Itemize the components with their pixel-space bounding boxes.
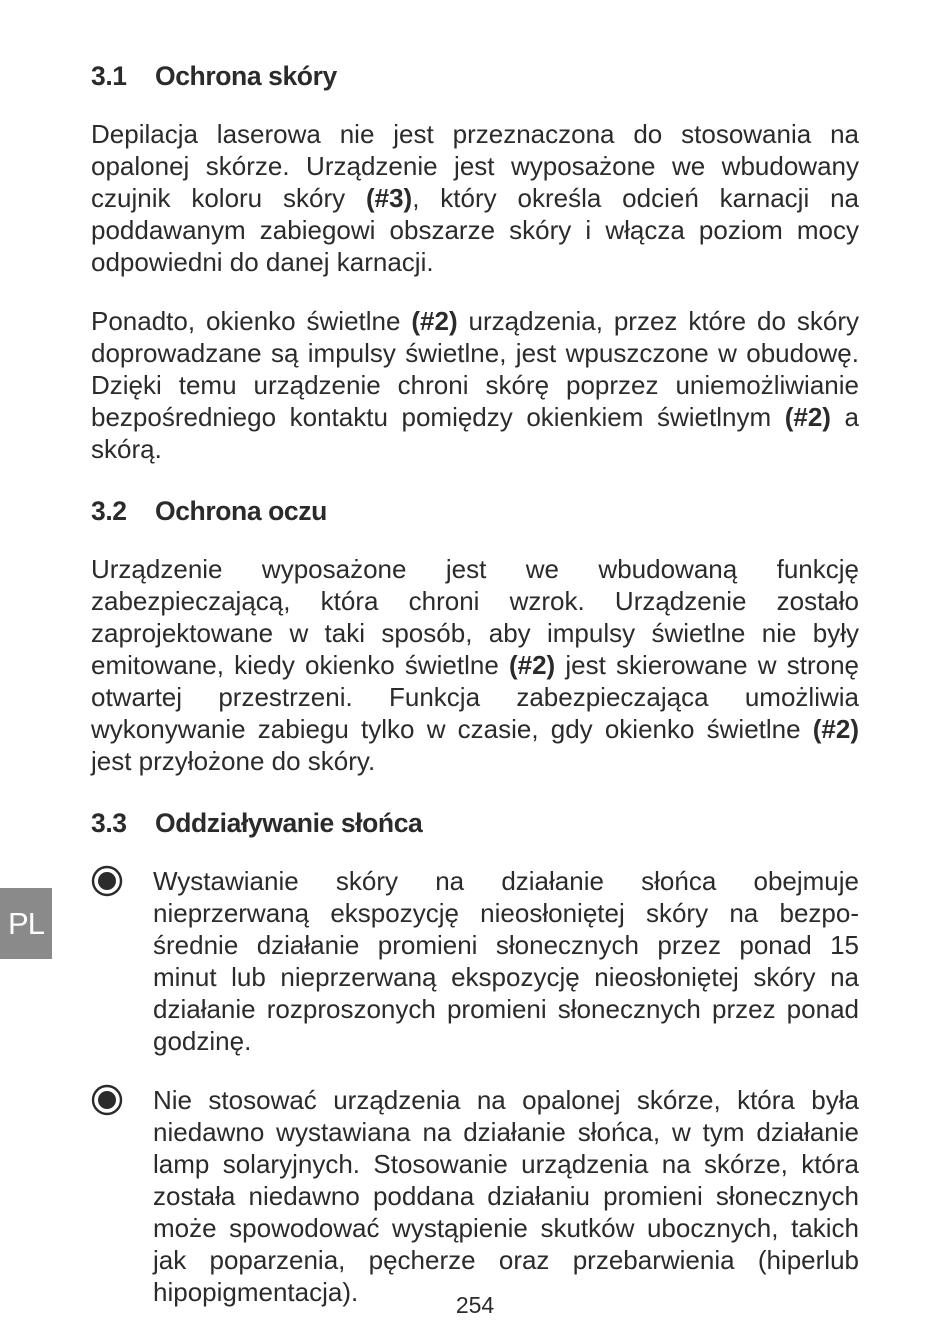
section-title: Ochrona oczu <box>155 496 327 526</box>
section-heading-3-3 <box>91 803 859 843</box>
paragraph-eye-protection <box>91 553 859 777</box>
section-title: Ochrona skóry <box>155 61 337 91</box>
text-run: urządzenia, przez które do skóry doprowadzane są impulsy świetlne, jest wpuszczone w obudowę. Dzięki temu urządzenie chroni skórę poprzez uniemożliwianie bezpośredniego kontaktu pomiędzy okienkiem świetlnym <box>91 306 859 432</box>
part-reference: (#2) <box>411 306 458 336</box>
bullet-text: Nie stosować urządzenia na opalonej skórze, która była niedawno wystawiana na działanie słońca, w tym działanie lamp solaryjnych. Stosowanie urządzenia na skórze, która została niedawno poddana działaniu promieni słonecznych może spowodować wystąpienie skutków ubocznych, takich jak poparzenia, pęcherze oraz przebarwienia (hiperlub hipopigmentacja). <box>153 1085 859 1307</box>
target-bullet-icon <box>91 865 123 897</box>
text-run: jest skierowane w stronę otwartej przestrzeni. Funkcja zabezpieczająca umożliwia wykonywanie zabiegu tylko w czasie, gdy okienko świetlne <box>91 650 859 744</box>
section-heading-3-1 <box>91 56 859 96</box>
bullet-item-sun-exposure <box>91 865 859 1057</box>
section-title: Oddziaływanie słońca <box>155 808 423 838</box>
part-reference: (#2) <box>508 650 556 680</box>
text-run: Ponadto, okienko świetlne <box>91 306 412 336</box>
part-reference: (#2) <box>784 402 831 432</box>
section-number: 3.3 <box>91 808 127 838</box>
part-reference: (#3) <box>365 183 413 213</box>
text-run: Urządzenie wyposażone jest we wbudowaną funkcję zabezpieczającą, która chroni wzrok. Urządzenie zostało zaprojektowane w taki sposób, aby impulsy świetlne nie były emitowane, kiedy okienko świetlne <box>91 554 859 680</box>
section-number: 3.2 <box>91 496 127 526</box>
bullet-item-tanned-skin <box>91 1084 859 1308</box>
section-heading-3-2 <box>91 491 859 531</box>
text-run: jest przyłożone do skóry. <box>91 746 376 776</box>
language-tab: PL <box>0 888 52 959</box>
document-page <box>91 56 859 1308</box>
page-number: 254 <box>455 1292 495 1318</box>
section-number: 3.1 <box>91 61 127 91</box>
paragraph-light-window <box>91 305 859 465</box>
text-run: Depilacja laserowa nie jest przeznaczona do stosowania na opalonej skórze. Urządzenie jest wyposażone we wbudowany czujnik koloru skóry <box>91 119 859 213</box>
paragraph-skin-sensor <box>91 118 859 278</box>
bullet-text: Wystawianie skóry na działanie słońca obejmuje nieprzerwaną ekspozycję nieosłoniętej skóry na bezpośrednie działanie promieni słonecznych przez ponad 15 minut lub nieprzerwaną ekspozycję nieosłoniętej skóry na działanie rozproszonych promieni słonecznych przez ponad godzinę. <box>153 866 859 1056</box>
part-reference: (#2) <box>812 714 859 744</box>
target-bullet-icon <box>91 1084 123 1116</box>
text-run: , który określa odcień karnacji na poddawanym zabiegowi obszarze skóry i włącza poziom mocy odpowiedni do danej karnacji. <box>91 183 859 277</box>
text-run: a skórą. <box>91 402 859 464</box>
